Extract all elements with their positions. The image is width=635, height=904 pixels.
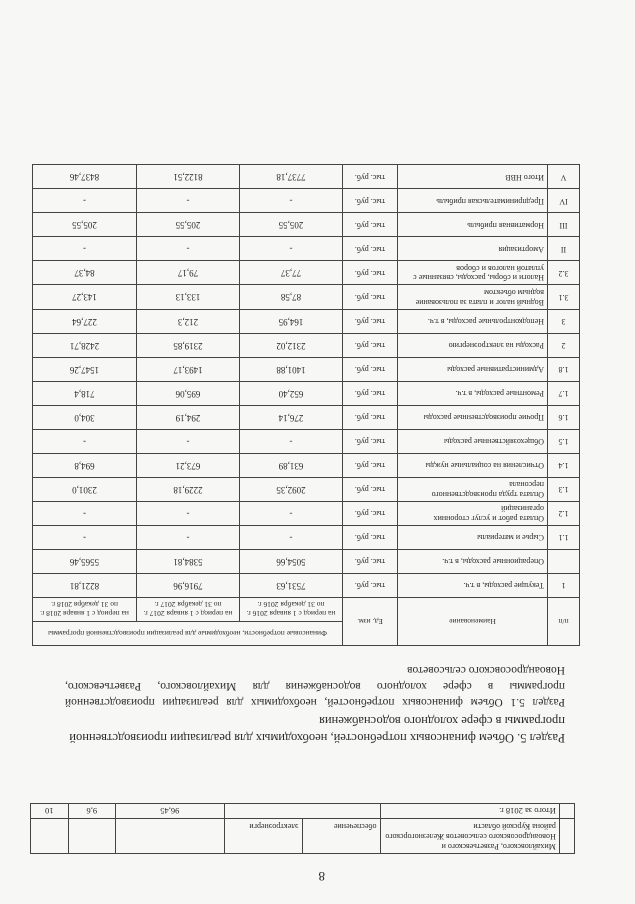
table-row xyxy=(33,550,580,574)
row-number: 1.6 xyxy=(548,405,580,429)
row-number xyxy=(548,550,580,574)
value-2017: 2319,85 xyxy=(137,333,240,357)
previous-section-table xyxy=(30,803,575,854)
value-2017: 212,3 xyxy=(137,309,240,333)
value-2016: 205,55 xyxy=(240,213,343,237)
table-row xyxy=(33,526,580,550)
row-number: 1.7 xyxy=(548,381,580,405)
row-name: Прочие производственные расходы xyxy=(398,405,548,429)
total-label: Итого за 2018 г. xyxy=(380,804,559,819)
value-2016: - xyxy=(240,237,343,261)
row-unit: тыс. руб. xyxy=(343,477,398,501)
value-2017: 205,55 xyxy=(137,213,240,237)
value-2017: - xyxy=(137,237,240,261)
row-number: II xyxy=(548,237,580,261)
row-number: 3.2 xyxy=(548,261,580,285)
row-name: Ремонтные расходы, в т.ч. xyxy=(398,381,548,405)
value-2016: 2092,35 xyxy=(240,477,343,501)
value-2017: 133,13 xyxy=(137,285,240,309)
row-name: Оплата труда производственного персонала xyxy=(398,477,548,501)
row-name: Итого НВВ xyxy=(398,165,548,189)
table-row xyxy=(33,189,580,213)
value-2016: - xyxy=(240,429,343,453)
row-unit: тыс. руб. xyxy=(343,309,398,333)
value-2016: - xyxy=(240,526,343,550)
row-unit: тыс. руб. xyxy=(343,429,398,453)
value-2016: 276,14 xyxy=(240,405,343,429)
row-unit: тыс. руб. xyxy=(343,550,398,574)
value-2018: - xyxy=(33,526,137,550)
table-row xyxy=(33,165,580,189)
table-row xyxy=(33,429,580,453)
value-2017: - xyxy=(137,526,240,550)
row-unit: тыс. руб. xyxy=(343,574,398,598)
table-row xyxy=(33,261,580,285)
row-unit: тыс. руб. xyxy=(343,165,398,189)
table-row xyxy=(31,804,575,819)
row-number: IV xyxy=(548,189,580,213)
row-name: Текущие расходы, в т.ч. xyxy=(398,574,548,598)
col-header-period-2017: на период с 1 января 2017 г. по 31 декабря 2017 г. xyxy=(137,598,240,622)
row-name: Оплата работ и услуг сторонних организаций xyxy=(398,501,548,525)
value-2018: 304,0 xyxy=(33,405,137,429)
value-2017: 294,19 xyxy=(137,405,240,429)
table-row xyxy=(33,357,580,381)
section-title: Раздел 5. Объем финансовых потребностей, необходимых для реализации производственной программы в сфере холодного водоснабжения xyxy=(69,714,565,745)
operator-cell: обеспечение xyxy=(302,819,380,854)
value-2018: 2428,71 xyxy=(33,333,137,357)
table-row xyxy=(33,381,580,405)
row-number: III xyxy=(548,213,580,237)
value-2016: 5054,66 xyxy=(240,550,343,574)
value-2017: - xyxy=(137,429,240,453)
row-unit: тыс. руб. xyxy=(343,261,398,285)
row-number: 3.1 xyxy=(548,285,580,309)
value-2017: 8122,51 xyxy=(137,165,240,189)
row-name: Амортизация xyxy=(398,237,548,261)
row-name: Налоги и сборы, расходы, связанные с уплатой налогов и сборов xyxy=(398,261,548,285)
value-2018: 2301,0 xyxy=(33,477,137,501)
row-name: Нормативная прибыль xyxy=(398,213,548,237)
value-2018: 143,27 xyxy=(33,285,137,309)
row-unit: тыс. руб. xyxy=(343,405,398,429)
table-row xyxy=(33,285,580,309)
value-2016: - xyxy=(240,189,343,213)
value-2018: 8221,81 xyxy=(33,574,137,598)
row-name: Общехозяйственные расходы xyxy=(398,429,548,453)
value-2018: 5565,46 xyxy=(33,550,137,574)
table-row xyxy=(33,333,580,357)
row-number: 1.1 xyxy=(548,526,580,550)
row-number: 2 xyxy=(548,333,580,357)
row-unit: тыс. руб. xyxy=(343,526,398,550)
value-2016: 631,89 xyxy=(240,453,343,477)
row-number: 1.3 xyxy=(548,477,580,501)
col-header-period-2016: на период с 1 января 2016 г. по 31 декабря 2016 г. xyxy=(240,598,343,622)
row-unit: тыс. руб. xyxy=(343,285,398,309)
total-value: 96,45 xyxy=(116,804,224,819)
row-name: Неподконтрольные расходы, в т.ч. xyxy=(398,309,548,333)
table-row xyxy=(33,477,580,501)
value-2016: 1401,88 xyxy=(240,357,343,381)
row-name: Операционные расходы, в т.ч. xyxy=(398,550,548,574)
col-header-period-2018: на период с 1 января 2018 г. по 31 декабря 2018 г. xyxy=(33,598,137,622)
col-header-name: Наименование xyxy=(398,598,548,646)
row-number: V xyxy=(548,165,580,189)
value-2018: 8437,46 xyxy=(33,165,137,189)
value-2017: 7916,96 xyxy=(137,574,240,598)
table-row xyxy=(33,213,580,237)
subsection-title: Раздел 5.1 Объем финансовых потребностей, необходимых для реализации производственной программы в сфере холодного водоснабжения для Михайловского, Разветьевского, Новоандросовского сельсоветов xyxy=(65,663,565,708)
table-row xyxy=(33,405,580,429)
value-2016: 7737,18 xyxy=(240,165,343,189)
value-2016: 7531,63 xyxy=(240,574,343,598)
row-number: 1.4 xyxy=(548,453,580,477)
col-header-num: п/п xyxy=(548,598,580,646)
row-name: Административные расходы xyxy=(398,357,548,381)
row-name: Предпринимательская прибыль xyxy=(398,189,548,213)
row-unit: тыс. руб. xyxy=(343,501,398,525)
value-2017: 5384,81 xyxy=(137,550,240,574)
financial-needs-table xyxy=(32,164,580,646)
value-2016: 2312,02 xyxy=(240,333,343,357)
value-2017: 695,06 xyxy=(137,381,240,405)
row-unit: тыс. руб. xyxy=(343,357,398,381)
value-2018: 84,37 xyxy=(33,261,137,285)
row-unit: тыс. руб. xyxy=(343,213,398,237)
value-2017: 1493,17 xyxy=(137,357,240,381)
table-header-row xyxy=(33,622,580,646)
row-unit: тыс. руб. xyxy=(343,333,398,357)
row-name: Отчисления на социальные нужды xyxy=(398,453,548,477)
value-2017: 79,17 xyxy=(137,261,240,285)
table-row xyxy=(33,237,580,261)
row-number: 1 xyxy=(548,574,580,598)
value-2016: 87,58 xyxy=(240,285,343,309)
value-2017: - xyxy=(137,189,240,213)
value-2018: 694,8 xyxy=(33,453,137,477)
value-2017: 673,21 xyxy=(137,453,240,477)
table-row xyxy=(33,501,580,525)
table-row xyxy=(33,574,580,598)
value-2018: 205,55 xyxy=(33,213,137,237)
value-cell: 10 xyxy=(31,804,69,819)
value-2016: - xyxy=(240,501,343,525)
row-name: Расходы на электроэнергию xyxy=(398,333,548,357)
row-unit: тыс. руб. xyxy=(343,381,398,405)
table-row xyxy=(31,819,575,854)
row-unit: тыс. руб. xyxy=(343,237,398,261)
row-number: 1.5 xyxy=(548,429,580,453)
col-header-group: Финансовые потребности, необходимые для реализации производственной программы xyxy=(33,622,343,646)
row-number: 1.8 xyxy=(548,357,580,381)
col-header-unit: Ед. изм. xyxy=(343,598,398,646)
value-2017: - xyxy=(137,501,240,525)
row-number: 1.2 xyxy=(548,501,580,525)
row-number: 3 xyxy=(548,309,580,333)
value-2017: 2229,18 xyxy=(137,477,240,501)
row-name: Водный налог и плата за пользование водным объектом xyxy=(398,285,548,309)
table-body xyxy=(33,165,580,598)
table-row xyxy=(33,309,580,333)
value-2018: - xyxy=(33,429,137,453)
municipality-cell: Михайловского, Разветьевского и Новоандросовского сельсоветов Железногорского района Курской области xyxy=(380,819,559,854)
value-2018: - xyxy=(33,189,137,213)
table-row xyxy=(33,453,580,477)
type-cell: электроэнерги xyxy=(224,819,302,854)
value-2016: 164,95 xyxy=(240,309,343,333)
row-unit: тыс. руб. xyxy=(343,189,398,213)
page-number: 8 xyxy=(318,869,325,884)
value-2018: 718,4 xyxy=(33,381,137,405)
value-2016: 77,37 xyxy=(240,261,343,285)
value-2018: - xyxy=(33,237,137,261)
row-name: Сырье и материалы xyxy=(398,526,548,550)
value-2018: 1547,26 xyxy=(33,357,137,381)
row-unit: тыс. руб. xyxy=(343,453,398,477)
value-2016: 652,40 xyxy=(240,381,343,405)
value-2018: - xyxy=(33,501,137,525)
value-cell: 9,6 xyxy=(68,804,116,819)
value-2018: 227,64 xyxy=(33,309,137,333)
